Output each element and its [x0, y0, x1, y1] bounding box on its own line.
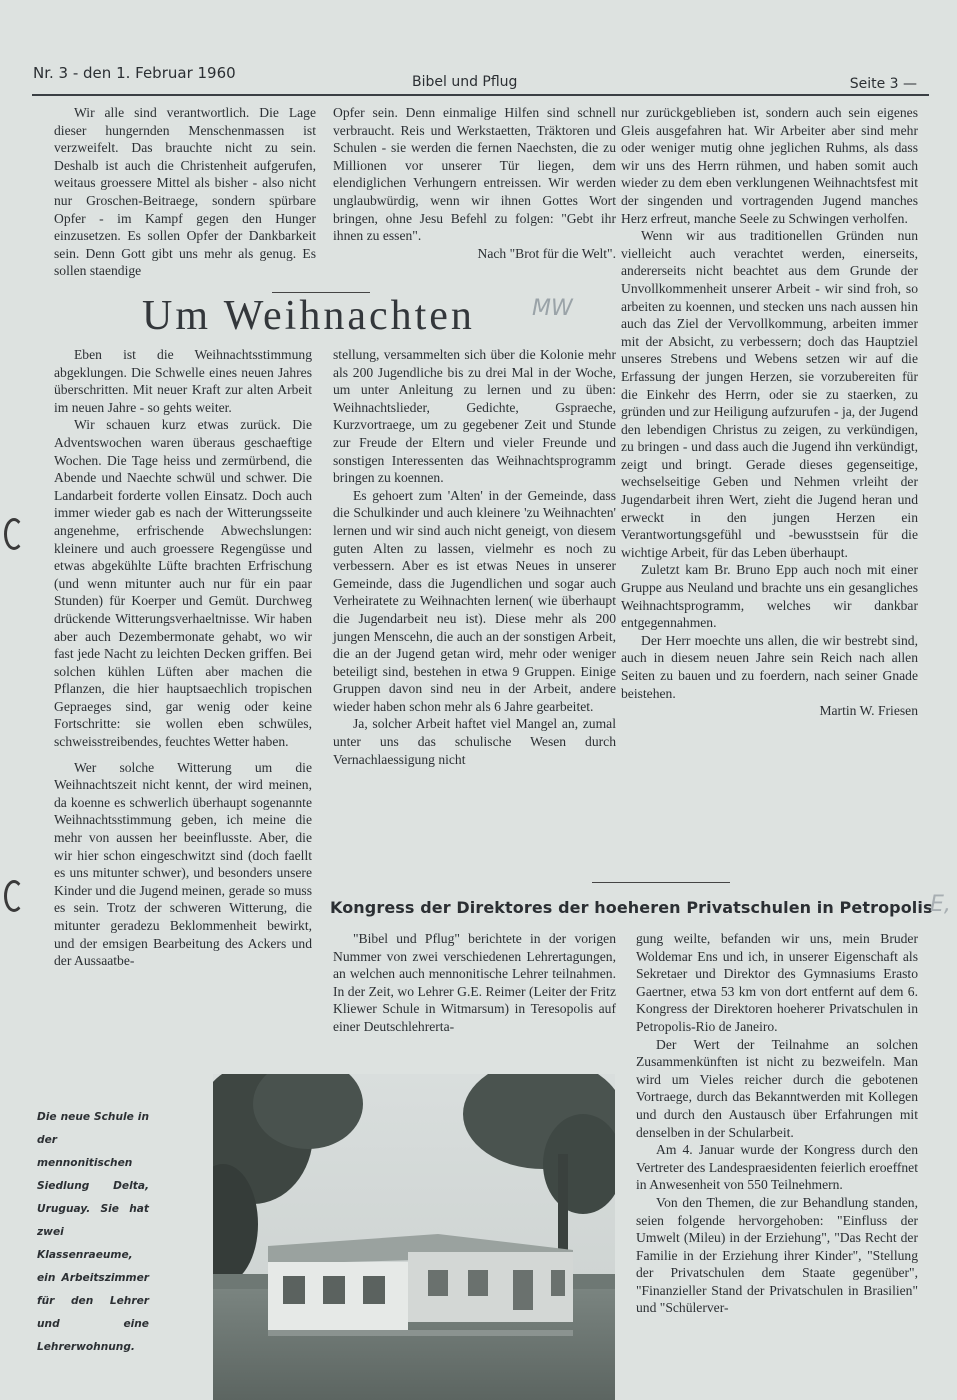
punch-hole-upper — [4, 518, 24, 550]
photo-caption: Die neue Schule in der mennonitischen Siedlung Delta, Uruguay. Sie hat zwei Klassenraeume, ein Arbeitszimmer für den Lehrer und eine Lehrerwohnung. — [37, 1111, 149, 1353]
page-number: Seite 3 — — [849, 76, 917, 92]
weihnachten-col2-p2: Es gehoert zum 'Alten' in der Gemeinde, dass die Schulkinder und auch kleinere 'zu Weihnachten' lernen und wir sind auch nicht geneigt, von diesem guten Alten zu lassen, vielmehr es noch zu verbessern. Aber es ist etwas Neues in unserer Gemeinde, dass die Jugendlichen und sogar auch Verheiratete zu Weihnachten lernen( wie überhaupt die Jugendarbeit neu ist). Diese mehr als 200 jungen Menscehn, die auch an der sonstigen Arbeit, die an der Jugend getan wird, mehr oder weniger beteiligt sind, bestehen in etwa 9 Gruppen. Einige Gruppen davon sind neu in der Arbeit, andere wieder haben schon mehr als 6 Jahre gearbeitet. — [333, 487, 616, 714]
weihnachten-col1 — [54, 346, 312, 970]
weihnachten-signature: Martin W. Friesen — [819, 703, 918, 719]
issue-date: Nr. 3 - den 1. Februar 1960 — [33, 64, 236, 82]
header-rule — [32, 94, 929, 96]
weihnachten-col3-p2: Wenn wir aus traditionellen Gründen nun vielleicht auch verachtet werden, einerseits, andererseits nicht beachtet aus dem Grunde der Unvollkommenheit unserer Arbeit - wir sind froh, so arbeiten zu koennen, und stecken uns nach aussen hin auch das Ziel der Vervollkommung, arbeiten immer mit der Absicht, zu verbessern; doch das Hauptziel unseres Strebens und Webens setzen wir auf die Erfassung der jungen Herzen, sie vorzubereiten für die Einkehr des Herrn, oder sie zu staerken, zu gründen und zur Heiligung aufzurufen - ja, der Jugend den lebendigen Christus zu zeigen, zu verkündigen, zu bringen - und dass auch die Jugend ihn verkündigt, zeigt und bringt. Gerade dieses gegenseitige, wechselseitige Geben und Nehmen vrleiht der Jugendarbeit ihren Wert, zieht die Jugend heran und erweckt in den jungen Herzen ein Verantwortungsgefühl und -bewusstsein für die wichtige Arbeit, für das Leben überhaupt. — [621, 228, 918, 560]
school-photo — [213, 1074, 615, 1400]
school-photo-illustration — [213, 1074, 615, 1400]
weihnachten-col2-p1: stellung, versammelten sich über die Kolonie mehr als 200 Jugendliche bis zu drei Mal in der Woche, um unter Anleitung zu lernen und zu üben: Weihnachtslieder, Gedichte, Gspraeche, Kurzvortraege, um zu gegebener Zeit und Stunde zur Freude der Eltern und vieler Freunde und sonstigen Interessenten das Weihnachtsprogramm bringen zu koennen. — [333, 347, 616, 486]
publication-name: Bibel und Pflug — [412, 74, 518, 90]
weihnachten-col3 — [621, 104, 918, 720]
kongress-col1 — [333, 930, 616, 1036]
top-article-col1-text: Wir alle sind verantwortlich. Die Lage dieser hungernden Menschenmassen ist verzweifelt. Das brauchte nicht zu sein. Deshalb ist auch die Christenheit aufgerufen, weitaus groessere Mittel als bisher - also nicht nur Groschen-Beitraege, sondern spürbare Opfer - im Kampf gegen den Hunger einzusetzen. Es sollen Opfer der Dankbarkeit sein. Denn Gott gibt uns mehr als genug. Es sollen staendige — [54, 105, 316, 279]
kongress-handwritten-mark: E, — [930, 892, 951, 917]
top-article-col2-text: Opfer sein. Denn einmalige Hilfen sind schnell verbraucht. Reis und Werkstaetten, Träktoren und Schulen - sie werden die fernen Naechsten, die zu Millionen vor unserer Tür liegen, dem elendiglichen Verhungern entreissen. Wir werden unglaubwürdig, wenn wir ihnen Gottes Wort bringen, ohne Jesu Befehl zu folgen: "Gebt ihr ihnen zu essen". — [333, 105, 616, 244]
top-article-col2 — [333, 104, 616, 262]
kongress-col2 — [636, 930, 918, 1317]
weihnachten-col1-p2: Wir schauen kurz etwas zurück. Die Adventswochen waren überaus geschaeftige Wochen. Die Tage heiss und zermürbend, die Abende und Naechte schwül und schwer. Die Landarbeit forderte vollen Einsatz. Doch auch immer wieder gab es nach der Witterungsseite angenehme, erfrischende Abwechslungen: kleinere und auch groessere Regengüsse und etwas abgekühlte Lüfte brachten Erfrischung (und wenn mitunter auch nur für ein paar Stunden) für Koerper und Gemüt. Durchweg drückende Witterungsverhaeltnisse. Wir haben aber auch Dezembermonate gehabt, wo wir fast jede Nacht zu leichten Decken griffen. Bei solchen kühlen Lüften aber machen die Pflanzen, die hier hauptsaechlich tropischen Gepraeges sind, gar wenig oder keine Fortschritte: sie wollen eben schwüles, schweisstreibendes, feuchtes Wetter haben. — [54, 417, 312, 750]
weihnachten-col1-p3: Wer solche Witterung um die Weihnachtszeit nicht kennt, der wird meinen, da koenne es schwerlich überhaupt sogenannte Weihnachtsstimmung geben, ich meine die mehr von aussen her beeinflusste. Aber, die wir hier schon eingeschwitzt sind (doch faellt es uns mitunter schwer), und besonders unsere Kinder und die Jugend meinen, gerade so muss es sein. Trotz der schweren Witterung, die mitunter geradezu Beklommenheit bewirkt, und der emsigen Bearbeitung des Ackers und der Aussaatbe- — [54, 759, 312, 969]
kongress-col2-p1: gung weilte, befanden wir uns, mein Bruder Woldemar Ens und ich, in unserer Eigenschaft als Sekretaer und Direktor des Gymnasiums Erasto Gaertner, etwa 53 km von dort entfernt auf dem 6. Kongress der Direktoren hoeherer Privatschulen in Petropolis-Rio de Janeiro. — [636, 931, 918, 1034]
weihnachten-col3-p3: Zuletzt kam Br. Bruno Epp auch noch mit einer Gruppe aus Neuland und brachte uns ein gesangliches Weihnachtsprogramm, welches wir dankbar entgegennahmen. — [621, 562, 918, 631]
weihnachten-col1-p1: Eben ist die Weihnachtsstimmung abgeklungen. Die Schwelle eines neuen Jahres überschritten. Mit neuer Kraft zur alten Arbeit im neuen Jahre - so gehts weiter. — [54, 347, 312, 415]
kongress-title: Kongress der Direktores der hoeheren Privatschulen in Petropolis — [330, 898, 933, 917]
kongress-col2-p4: Von den Themen, die zur Behandlung standen, seien folgende hervorgehoben: "Einfluss der Umwelt (Mileu) in der Erziehung", "Das Recht der Familie in der Erziehung ihrer Kinder", "Stellung der Privatschulen dem Staate gegenüber", "Finanzieller Stand der Privatschulen in Brasilien" und "Schülerver- — [636, 1194, 918, 1316]
kongress-col2-p3: Am 4. Januar wurde der Kongress durch den Vertreter des Landespraesidenten feierlich eroeffnet in Anwesenheit von 550 Teilnehmern. — [636, 1142, 918, 1193]
top-article-col1 — [54, 104, 316, 280]
weihnachten-col3-p4: Der Herr moechte uns allen, die wir bestrebt sind, auch in diesem neuen Jahre sein Reich nach allen Seiten zu bauen und zu foerdern, nach seiner Gnade beistehen. — [621, 632, 918, 701]
weihnachten-title: Um Weihnachten — [142, 293, 475, 339]
kongress-divider — [592, 882, 730, 883]
weihnachten-col3-p1: nur zurückgeblieben ist, sondern auch sein eigenes Gleis ausgefahren hat. Wir Arbeiter aber sind mehr oder weniger mutig ohne jeglichen Ruhms, als dass wir uns des Herrn rühmen, und haben somit auch wieder zu dem eben verklungenen Weihnachtsfest mit der singenden und vortragenden Jugend manches Herz erfreut, manche Seele zu Schwingen verholfen. — [621, 105, 918, 226]
top-article-source: Nach "Brot für die Welt". — [477, 245, 616, 261]
handwritten-mark: MW — [532, 296, 573, 321]
weihnachten-col2 — [333, 346, 616, 768]
punch-hole-lower — [4, 880, 24, 912]
kongress-col1-text: "Bibel und Pflug" berichtete in der vorigen Nummer von zwei verschiedenen Lehrertagungen, an welchen auch mennonitische Lehrer teilnahmen. In der Zeit, wo Lehrer G.E. Reimer (Leiter der Fritz Kliewer Schule in Witmarsum) in Teresopolis auf einer Deutschlehrerta- — [333, 931, 616, 1034]
weihnachten-col2-p3: Ja, solcher Arbeit haftet viel Mangel an, zumal unter uns das schulische Wesen durch Vernachlaessigung nicht — [333, 716, 616, 767]
kongress-col2-p2: Der Wert der Teilnahme an solchen Zusammenkünften ist nicht zu bezweifeln. Man wird um Vieles reicher durch die gebotenen Vortraege, durch das Bekanntwerden mit Kollegen und durch den Austausch über Erfahrungen mit denselben in der Schularbeit. — [636, 1036, 918, 1140]
